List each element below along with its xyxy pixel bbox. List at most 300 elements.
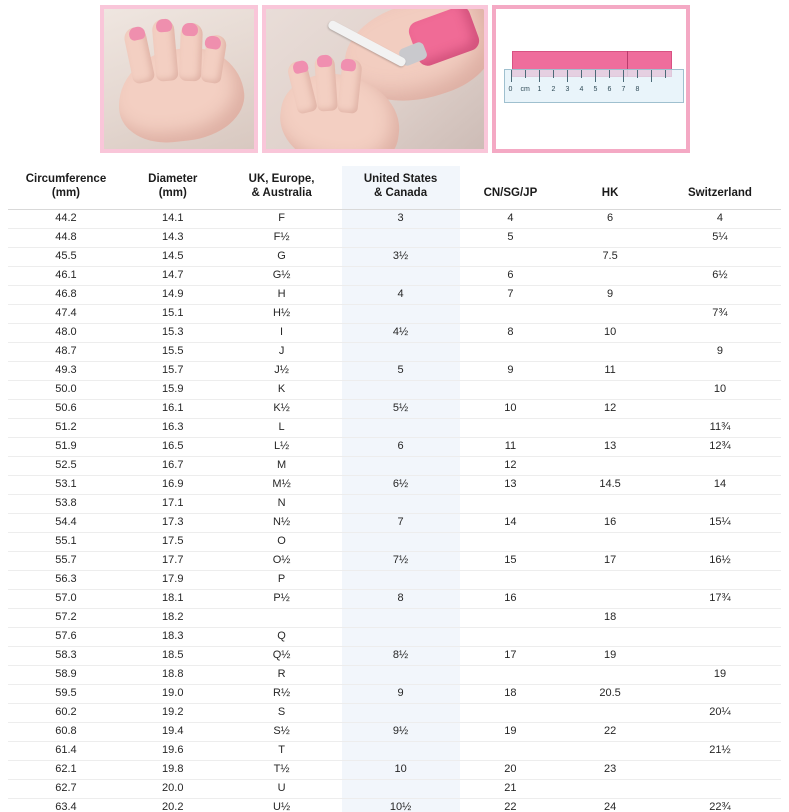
cell-united-states-canada: 9½: [342, 722, 460, 741]
table-row: [8, 646, 781, 665]
ruler-number: 8: [635, 86, 640, 93]
cell-diameter: 14.3: [124, 228, 222, 247]
cell-circumference: 52.5: [8, 456, 124, 475]
table-row: [8, 627, 781, 646]
cell-diameter: 18.8: [124, 665, 222, 684]
cell-circumference: 53.1: [8, 475, 124, 494]
table-row: [8, 399, 781, 418]
ruler-tick: [651, 70, 652, 82]
cell-circumference: 51.2: [8, 418, 124, 437]
cell-circumference: 55.1: [8, 532, 124, 551]
table-row: [8, 228, 781, 247]
cell-cn-sg-jp: 18: [460, 684, 562, 703]
table-row: [8, 551, 781, 570]
table-row: [8, 798, 781, 812]
cell-switzerland: [659, 608, 781, 627]
cell-united-states-canada: [342, 779, 460, 798]
cell-united-states-canada: 5½: [342, 399, 460, 418]
table-row: [8, 304, 781, 323]
cell-diameter: 15.5: [124, 342, 222, 361]
ruler-number: 6: [607, 86, 612, 93]
cell-cn-sg-jp: 10: [460, 399, 562, 418]
table-row: [8, 475, 781, 494]
cell-diameter: 19.6: [124, 741, 222, 760]
ruler-tick: [609, 70, 610, 78]
cell-switzerland: [659, 323, 781, 342]
cell-united-states-canada: 10: [342, 760, 460, 779]
cell-cn-sg-jp: 9: [460, 361, 562, 380]
cell-uk-europe-australia: M½: [222, 475, 342, 494]
table-row: [8, 684, 781, 703]
cell-switzerland: 14: [659, 475, 781, 494]
cell-united-states-canada: 6: [342, 437, 460, 456]
cell-diameter: 15.9: [124, 380, 222, 399]
ruler-tick: [539, 70, 540, 82]
cell-circumference: 63.4: [55, 801, 77, 812]
cell-uk-europe-australia: T: [222, 741, 342, 760]
cell-united-states-canada: 8: [342, 589, 460, 608]
header-line-2: & Canada: [374, 187, 428, 200]
cell-united-states-canada: [342, 570, 460, 589]
cell-diameter: 15.1: [124, 304, 222, 323]
cell-united-states-canada: [342, 266, 460, 285]
header-line-1: Circumference: [25, 173, 107, 185]
cell-switzerland: 6½: [659, 266, 781, 285]
cell-uk-europe-australia: M: [222, 456, 342, 475]
cell-united-states-canada: 4½: [342, 323, 460, 342]
cell-cn-sg-jp: [460, 247, 562, 266]
cell-circumference: 61.4: [8, 741, 124, 760]
cell-hk: 9: [561, 285, 659, 304]
table-row: [8, 266, 781, 285]
cell-uk-europe-australia: Q½: [222, 646, 342, 665]
cell-circumference: 57.0: [8, 589, 124, 608]
cell-uk-europe-australia: Q: [222, 627, 342, 646]
nail-shape: [340, 58, 356, 72]
cell-uk-europe-australia: U½: [273, 801, 291, 812]
ruler-tick: [525, 70, 526, 78]
table-row: [8, 323, 781, 342]
cell-diameter: 16.5: [124, 437, 222, 456]
cell-diameter: 18.3: [124, 627, 222, 646]
cell-uk-europe-australia: H½: [222, 304, 342, 323]
cell-hk: 11: [561, 361, 659, 380]
cell-hk: [561, 228, 659, 247]
table-row: [8, 532, 781, 551]
table-row: [8, 722, 781, 741]
cell-united-states-canada: 8½: [342, 646, 460, 665]
column-header-switzerland: [659, 166, 781, 209]
cell-diameter: 17.7: [124, 551, 222, 570]
cell-united-states-canada: 3: [342, 209, 460, 228]
cell-united-states-canada: 6½: [342, 475, 460, 494]
table-row: [8, 741, 781, 760]
table-row: [8, 285, 781, 304]
cell-uk-europe-australia: L: [222, 418, 342, 437]
cell-hk: 24: [603, 801, 617, 812]
cell-cn-sg-jp: 15: [460, 551, 562, 570]
cell-cn-sg-jp: 21: [460, 779, 562, 798]
cell-hk: [561, 494, 659, 513]
cell-switzerland: [659, 247, 781, 266]
cell-hk: 22: [561, 722, 659, 741]
ruler-tick: [665, 70, 666, 78]
cell-switzerland: [659, 494, 781, 513]
cell-hk: [561, 456, 659, 475]
ring-size-table: [8, 166, 781, 812]
cell-switzerland: [659, 570, 781, 589]
cell-hk: 6: [561, 209, 659, 228]
header-line-2: & Australia: [251, 187, 312, 200]
cell-uk-europe-australia: [222, 608, 342, 627]
cell-switzerland: [659, 760, 781, 779]
cell-united-states-canada: [342, 342, 460, 361]
cell-hk: [561, 779, 659, 798]
ruler-tick: [511, 70, 512, 82]
cell-diameter: 14.1: [124, 209, 222, 228]
cell-hk: [561, 741, 659, 760]
nail-shape: [316, 54, 332, 67]
cell-diameter: 18.2: [124, 608, 222, 627]
cell-circumference: 58.3: [8, 646, 124, 665]
cell-hk: 16: [561, 513, 659, 532]
cell-united-states-canada: [342, 228, 460, 247]
cell-diameter: 16.1: [124, 399, 222, 418]
table-row: [8, 247, 781, 266]
header-line-1: United States: [363, 173, 438, 185]
cell-uk-europe-australia: J: [222, 342, 342, 361]
cell-cn-sg-jp: 20: [460, 760, 562, 779]
table-row: [8, 361, 781, 380]
cell-uk-europe-australia: T½: [222, 760, 342, 779]
cell-hk: 23: [561, 760, 659, 779]
cell-switzerland: [659, 456, 781, 475]
nail-shape: [204, 35, 222, 50]
cell-cn-sg-jp: [460, 532, 562, 551]
hand-with-pink-nails-photo: [100, 5, 258, 153]
cell-circumference: 51.9: [8, 437, 124, 456]
cell-switzerland: [659, 532, 781, 551]
ruler-number: 7: [621, 86, 626, 93]
cell-cn-sg-jp: [460, 570, 562, 589]
cell-uk-europe-australia: H: [222, 285, 342, 304]
cell-uk-europe-australia: F½: [222, 228, 342, 247]
table-row: [8, 418, 781, 437]
cell-hk: [561, 418, 659, 437]
cell-cn-sg-jp: [460, 741, 562, 760]
cell-united-states-canada: 5: [342, 361, 460, 380]
cell-hk: 19: [561, 646, 659, 665]
cell-hk: 17: [561, 551, 659, 570]
photo-banner: [0, 0, 789, 160]
cell-circumference: 57.2: [8, 608, 124, 627]
cell-circumference: 44.2: [8, 209, 124, 228]
cell-hk: [561, 665, 659, 684]
cell-cn-sg-jp: 16: [460, 589, 562, 608]
cell-hk: 18: [561, 608, 659, 627]
cell-circumference: 48.0: [8, 323, 124, 342]
cell-circumference: 59.5: [8, 684, 124, 703]
cell-switzerland: [659, 684, 781, 703]
cell-diameter: 19.4: [124, 722, 222, 741]
cell-hk: [561, 589, 659, 608]
ruler-number: 5: [593, 86, 598, 93]
cell-diameter: 14.9: [124, 285, 222, 304]
cell-united-states-canada: [342, 456, 460, 475]
cell-diameter: 16.3: [124, 418, 222, 437]
column-header-diameter: [124, 166, 222, 209]
cell-hk: [561, 266, 659, 285]
cell-circumference: 62.1: [8, 760, 124, 779]
cell-united-states-canada: [342, 665, 460, 684]
cell-uk-europe-australia: O: [222, 532, 342, 551]
cell-switzerland: 21½: [659, 741, 781, 760]
cell-hk: [561, 703, 659, 722]
cell-uk-europe-australia: F: [222, 209, 342, 228]
table-row: [8, 209, 781, 228]
cell-hk: 14.5: [561, 475, 659, 494]
cell-cn-sg-jp: [460, 380, 562, 399]
cell-circumference: 60.2: [8, 703, 124, 722]
cell-uk-europe-australia: K: [222, 380, 342, 399]
cell-switzerland: 9: [659, 342, 781, 361]
cell-switzerland: 19: [659, 665, 781, 684]
table-row: [8, 703, 781, 722]
cell-switzerland: [659, 361, 781, 380]
cell-cn-sg-jp: 13: [460, 475, 562, 494]
cell-uk-europe-australia: R½: [222, 684, 342, 703]
column-header-hk: [561, 166, 659, 209]
ruler-measuring-strip-photo: [492, 5, 690, 153]
cell-hk: 7.5: [561, 247, 659, 266]
ruler-tick: [637, 70, 638, 78]
ruler-shape: [504, 69, 684, 103]
cell-diameter: 14.7: [124, 266, 222, 285]
cell-diameter: 16.9: [124, 475, 222, 494]
cell-cn-sg-jp: [460, 494, 562, 513]
ruler-tick: [581, 70, 582, 78]
table-row: [8, 608, 781, 627]
cell-switzerland: [659, 646, 781, 665]
cell-circumference: 62.7: [8, 779, 124, 798]
table-header: [8, 166, 781, 209]
cell-cn-sg-jp: 7: [460, 285, 562, 304]
ruler-tick: [595, 70, 596, 82]
ruler-number: 0: [508, 86, 513, 93]
cell-cn-sg-jp: 12: [460, 456, 562, 475]
ruler-tick: [553, 70, 554, 78]
cell-uk-europe-australia: S½: [222, 722, 342, 741]
cell-uk-europe-australia: P½: [222, 589, 342, 608]
cell-uk-europe-australia: K½: [222, 399, 342, 418]
cell-switzerland: 5¼: [659, 228, 781, 247]
ruler-tick: [623, 70, 624, 82]
cell-uk-europe-australia: N: [222, 494, 342, 513]
cell-diameter: 20.0: [124, 779, 222, 798]
table-row: [8, 779, 781, 798]
cell-diameter: 16.7: [124, 456, 222, 475]
cell-cn-sg-jp: 22: [504, 801, 517, 812]
cell-united-states-canada: 9: [342, 684, 460, 703]
cell-cn-sg-jp: 19: [460, 722, 562, 741]
nail-shape: [181, 23, 197, 37]
cell-united-states-canada: [342, 494, 460, 513]
cell-hk: 20.5: [561, 684, 659, 703]
cell-circumference: 60.8: [8, 722, 124, 741]
cell-circumference: 56.3: [8, 570, 124, 589]
header-line-2: (mm): [158, 187, 187, 200]
cell-switzerland: 17¾: [659, 589, 781, 608]
cell-diameter: 17.9: [124, 570, 222, 589]
cell-united-states-canada: 4: [342, 285, 460, 304]
cell-cn-sg-jp: [460, 342, 562, 361]
table-row: [8, 513, 781, 532]
cell-diameter: 15.3: [124, 323, 222, 342]
cell-circumference: 46.1: [8, 266, 124, 285]
cell-switzerland: 7¾: [659, 304, 781, 323]
table-row: [8, 380, 781, 399]
cell-diameter: 15.7: [124, 361, 222, 380]
cell-switzerland: 4: [659, 209, 781, 228]
cell-diameter: 17.5: [124, 532, 222, 551]
cell-united-states-canada: [342, 532, 460, 551]
cell-cn-sg-jp: 4: [460, 209, 562, 228]
cell-switzerland: 12¾: [659, 437, 781, 456]
ring-size-table-wrapper: [0, 160, 789, 812]
column-header-circumference: [8, 166, 124, 209]
cell-cn-sg-jp: [460, 665, 562, 684]
header-line-2: (mm): [51, 187, 81, 200]
table-body: [8, 209, 781, 812]
column-header-cn-sg-jp: [460, 166, 562, 209]
cell-diameter: 19.2: [124, 703, 222, 722]
cell-united-states-canada: 3½: [342, 247, 460, 266]
cell-circumference: 54.4: [8, 513, 124, 532]
cell-united-states-canada: [342, 608, 460, 627]
cell-united-states-canada: [342, 304, 460, 323]
cell-diameter: 17.3: [124, 513, 222, 532]
cell-united-states-canada: [342, 627, 460, 646]
cell-switzerland: 16½: [659, 551, 781, 570]
cell-diameter: 17.1: [124, 494, 222, 513]
manicure-nail-filing-photo: [262, 5, 488, 153]
nail-shape: [155, 18, 172, 32]
cell-circumference: 44.8: [8, 228, 124, 247]
cell-switzerland: 15¼: [659, 513, 781, 532]
cell-uk-europe-australia: U: [222, 779, 342, 798]
header-line-1: CN/SG/JP: [483, 187, 538, 200]
column-header-uk-europe-australia: [222, 166, 342, 209]
cell-hk: [561, 380, 659, 399]
ruler-number: 3: [565, 86, 570, 93]
cell-cn-sg-jp: 14: [460, 513, 562, 532]
cell-hk: [561, 342, 659, 361]
cell-hk: [561, 304, 659, 323]
cell-switzerland: [659, 722, 781, 741]
cell-switzerland: 22¾: [709, 801, 731, 812]
cell-cn-sg-jp: 11: [460, 437, 562, 456]
table-row: [8, 570, 781, 589]
cell-switzerland: [659, 627, 781, 646]
table-row: [8, 437, 781, 456]
header-line-1: Diameter: [148, 173, 198, 185]
header-line-1: Switzerland: [688, 187, 752, 200]
cell-cn-sg-jp: 17: [460, 646, 562, 665]
cell-cn-sg-jp: [460, 627, 562, 646]
cell-uk-europe-australia: L½: [222, 437, 342, 456]
cell-switzerland: 20¼: [659, 703, 781, 722]
cell-circumference: 49.3: [8, 361, 124, 380]
cell-circumference: 50.6: [8, 399, 124, 418]
cell-united-states-canada: 7: [342, 513, 460, 532]
cell-diameter: 18.5: [124, 646, 222, 665]
cell-circumference: 53.8: [8, 494, 124, 513]
cell-diameter: 18.1: [124, 589, 222, 608]
cell-circumference: 55.7: [8, 551, 124, 570]
cell-uk-europe-australia: G: [222, 247, 342, 266]
cell-diameter: 19.8: [124, 760, 222, 779]
table-row: [8, 589, 781, 608]
cell-united-states-canada: [342, 380, 460, 399]
ruler-number: 4: [579, 86, 584, 93]
cell-hk: [561, 532, 659, 551]
cell-circumference: 47.4: [8, 304, 124, 323]
table-row: [8, 494, 781, 513]
cell-hk: [561, 570, 659, 589]
cell-cn-sg-jp: [460, 703, 562, 722]
cell-united-states-canada: [342, 741, 460, 760]
cell-hk: 10: [561, 323, 659, 342]
cell-switzerland: 11¾: [659, 418, 781, 437]
cell-cn-sg-jp: [460, 608, 562, 627]
table-row: [8, 342, 781, 361]
ruler-tick: [567, 70, 568, 82]
cell-hk: 12: [561, 399, 659, 418]
cell-united-states-canada: 10½: [342, 798, 460, 812]
cell-uk-europe-australia: G½: [222, 266, 342, 285]
cell-circumference: 50.0: [8, 380, 124, 399]
table-row: [8, 456, 781, 475]
cell-uk-europe-australia: S: [222, 703, 342, 722]
table-row: [8, 760, 781, 779]
cell-circumference: 58.9: [8, 665, 124, 684]
cell-uk-europe-australia: P: [222, 570, 342, 589]
cell-hk: 13: [561, 437, 659, 456]
ruler-number: cm: [520, 86, 530, 93]
cell-united-states-canada: [342, 703, 460, 722]
cell-uk-europe-australia: J½: [222, 361, 342, 380]
cell-cn-sg-jp: [460, 418, 562, 437]
cell-switzerland: [659, 285, 781, 304]
cell-united-states-canada: 7½: [342, 551, 460, 570]
cell-switzerland: [659, 399, 781, 418]
cell-united-states-canada: [342, 418, 460, 437]
column-header-united-states-canada: [342, 166, 460, 209]
table-row: [8, 665, 781, 684]
header-line-1: UK, Europe,: [248, 173, 315, 185]
cell-circumference: 48.7: [8, 342, 124, 361]
cell-circumference: 45.5: [8, 247, 124, 266]
cell-uk-europe-australia: R: [222, 665, 342, 684]
cell-cn-sg-jp: 5: [460, 228, 562, 247]
cell-circumference: 46.8: [8, 285, 124, 304]
ruler-number: 1: [537, 86, 542, 93]
cell-hk: [561, 627, 659, 646]
cell-uk-europe-australia: I: [222, 323, 342, 342]
cell-diameter: 14.5: [124, 247, 222, 266]
cell-circumference: 57.6: [8, 627, 124, 646]
cell-switzerland: 10: [659, 380, 781, 399]
